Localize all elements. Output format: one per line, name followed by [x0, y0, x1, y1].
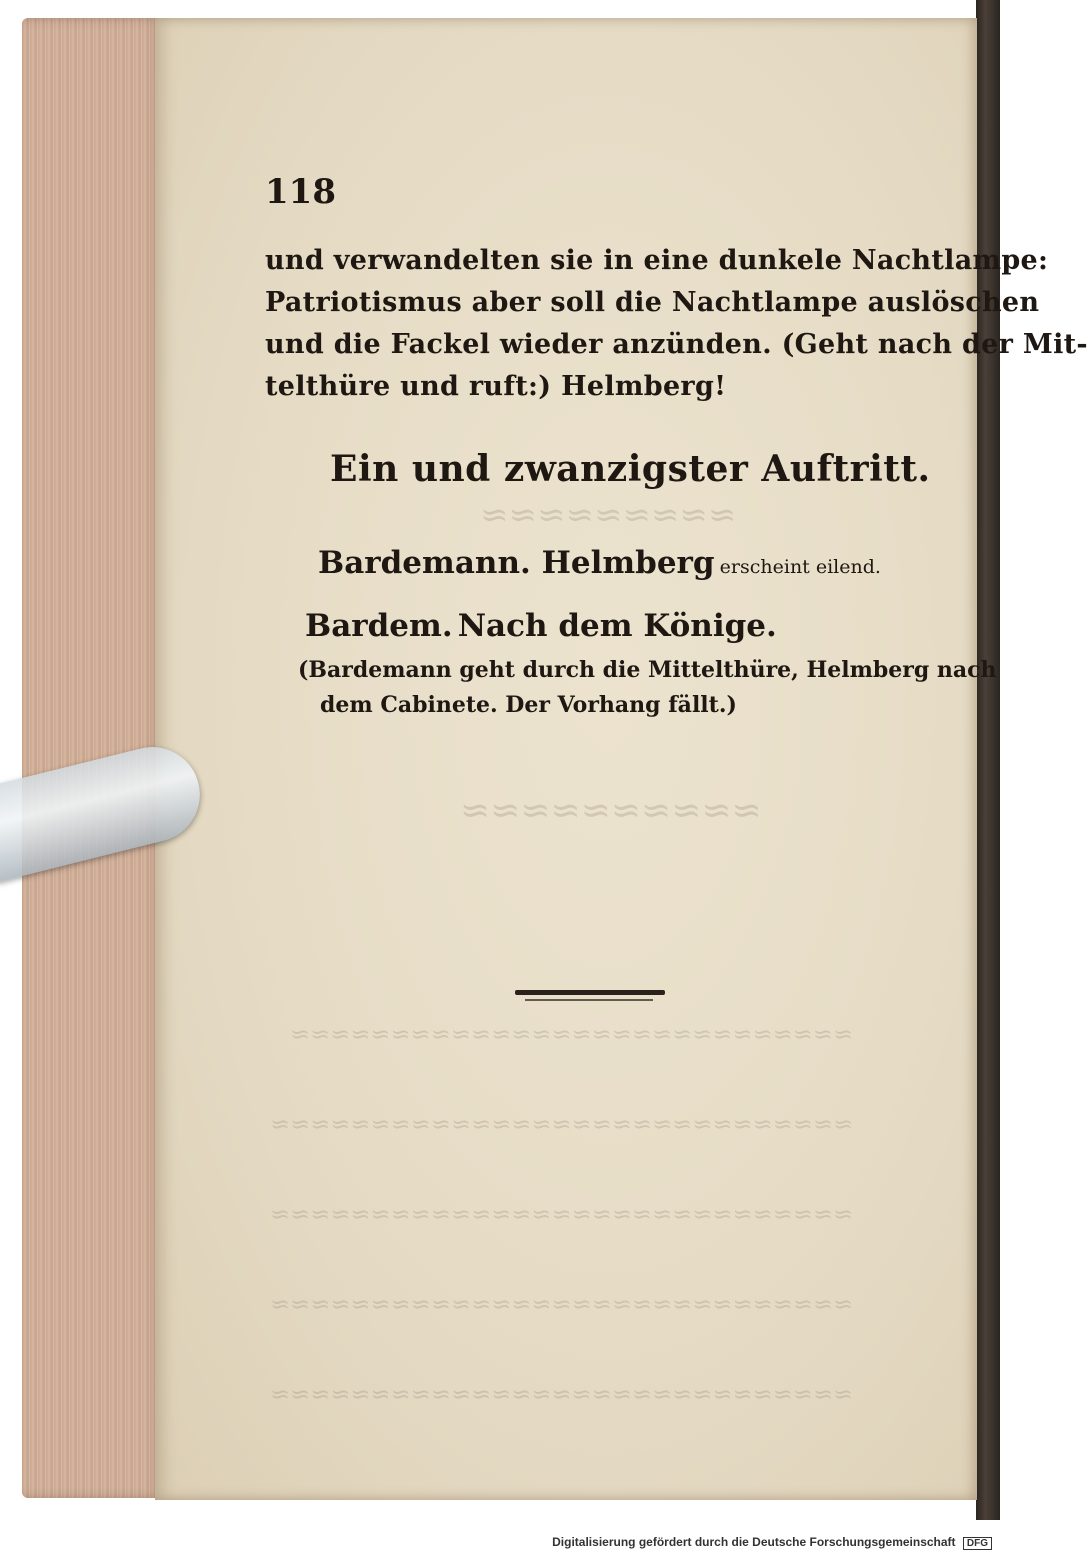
bleed-through-text: ≈≈≈≈≈≈≈≈≈≈≈≈≈≈≈≈≈≈≈≈≈≈≈≈≈≈≈≈: [290, 1020, 854, 1048]
footer-text: Digitalisierung gefördert durch die Deutsche Forschungsgemeinschaft: [552, 1535, 956, 1549]
body-text-line: und verwandelten sie in eine dunkele Nachtlampe:: [265, 245, 1049, 276]
cast-direction: erscheint eilend.: [719, 556, 881, 578]
cast-names: Bardemann. Helmberg: [318, 545, 715, 581]
book-page: [155, 18, 977, 1500]
bleed-through-text: ≈≈≈≈≈≈≈≈≈≈: [460, 790, 762, 831]
dfg-logo-icon: DFG: [963, 1537, 992, 1550]
bleed-through-text: ≈≈≈≈≈≈≈≈≈: [480, 495, 737, 535]
section-rule-thin: [525, 999, 653, 1001]
body-text-line: telthüre und ruft:) Helmberg!: [265, 371, 727, 402]
section-rule: [515, 990, 665, 995]
bleed-through-text: ≈≈≈≈≈≈≈≈≈≈≈≈≈≈≈≈≈≈≈≈≈≈≈≈≈≈≈≈≈: [270, 1290, 854, 1318]
page-number: 118: [265, 172, 336, 212]
footer-credit: [552, 1535, 992, 1550]
stage-direction-line: dem Cabinete. Der Vorhang fällt.): [320, 692, 737, 718]
bleed-through-text: ≈≈≈≈≈≈≈≈≈≈≈≈≈≈≈≈≈≈≈≈≈≈≈≈≈≈≈≈≈: [270, 1380, 854, 1408]
bleed-through-text: ≈≈≈≈≈≈≈≈≈≈≈≈≈≈≈≈≈≈≈≈≈≈≈≈≈≈≈≈≈: [270, 1110, 854, 1138]
speaker-name: Bardem.: [305, 608, 453, 644]
bleed-through-text: ≈≈≈≈≈≈≈≈≈≈≈≈≈≈≈≈≈≈≈≈≈≈≈≈≈≈≈≈≈: [270, 1200, 854, 1228]
stage-direction-line: (Bardemann geht durch die Mittelthüre, Helmberg nach: [298, 657, 997, 683]
book-cover-edge: [976, 0, 1000, 1520]
body-text-line: und die Fackel wieder anzünden. (Geht nach der Mit-: [265, 329, 1088, 360]
body-text-line: Patriotismus aber soll die Nachtlampe auslöschen: [265, 287, 1040, 318]
scene-heading: Ein und zwanzigster Auftritt.: [330, 448, 931, 490]
speech-text: Nach dem Könige.: [457, 608, 777, 644]
speech-line: [305, 608, 777, 644]
cast-line: [318, 545, 881, 581]
